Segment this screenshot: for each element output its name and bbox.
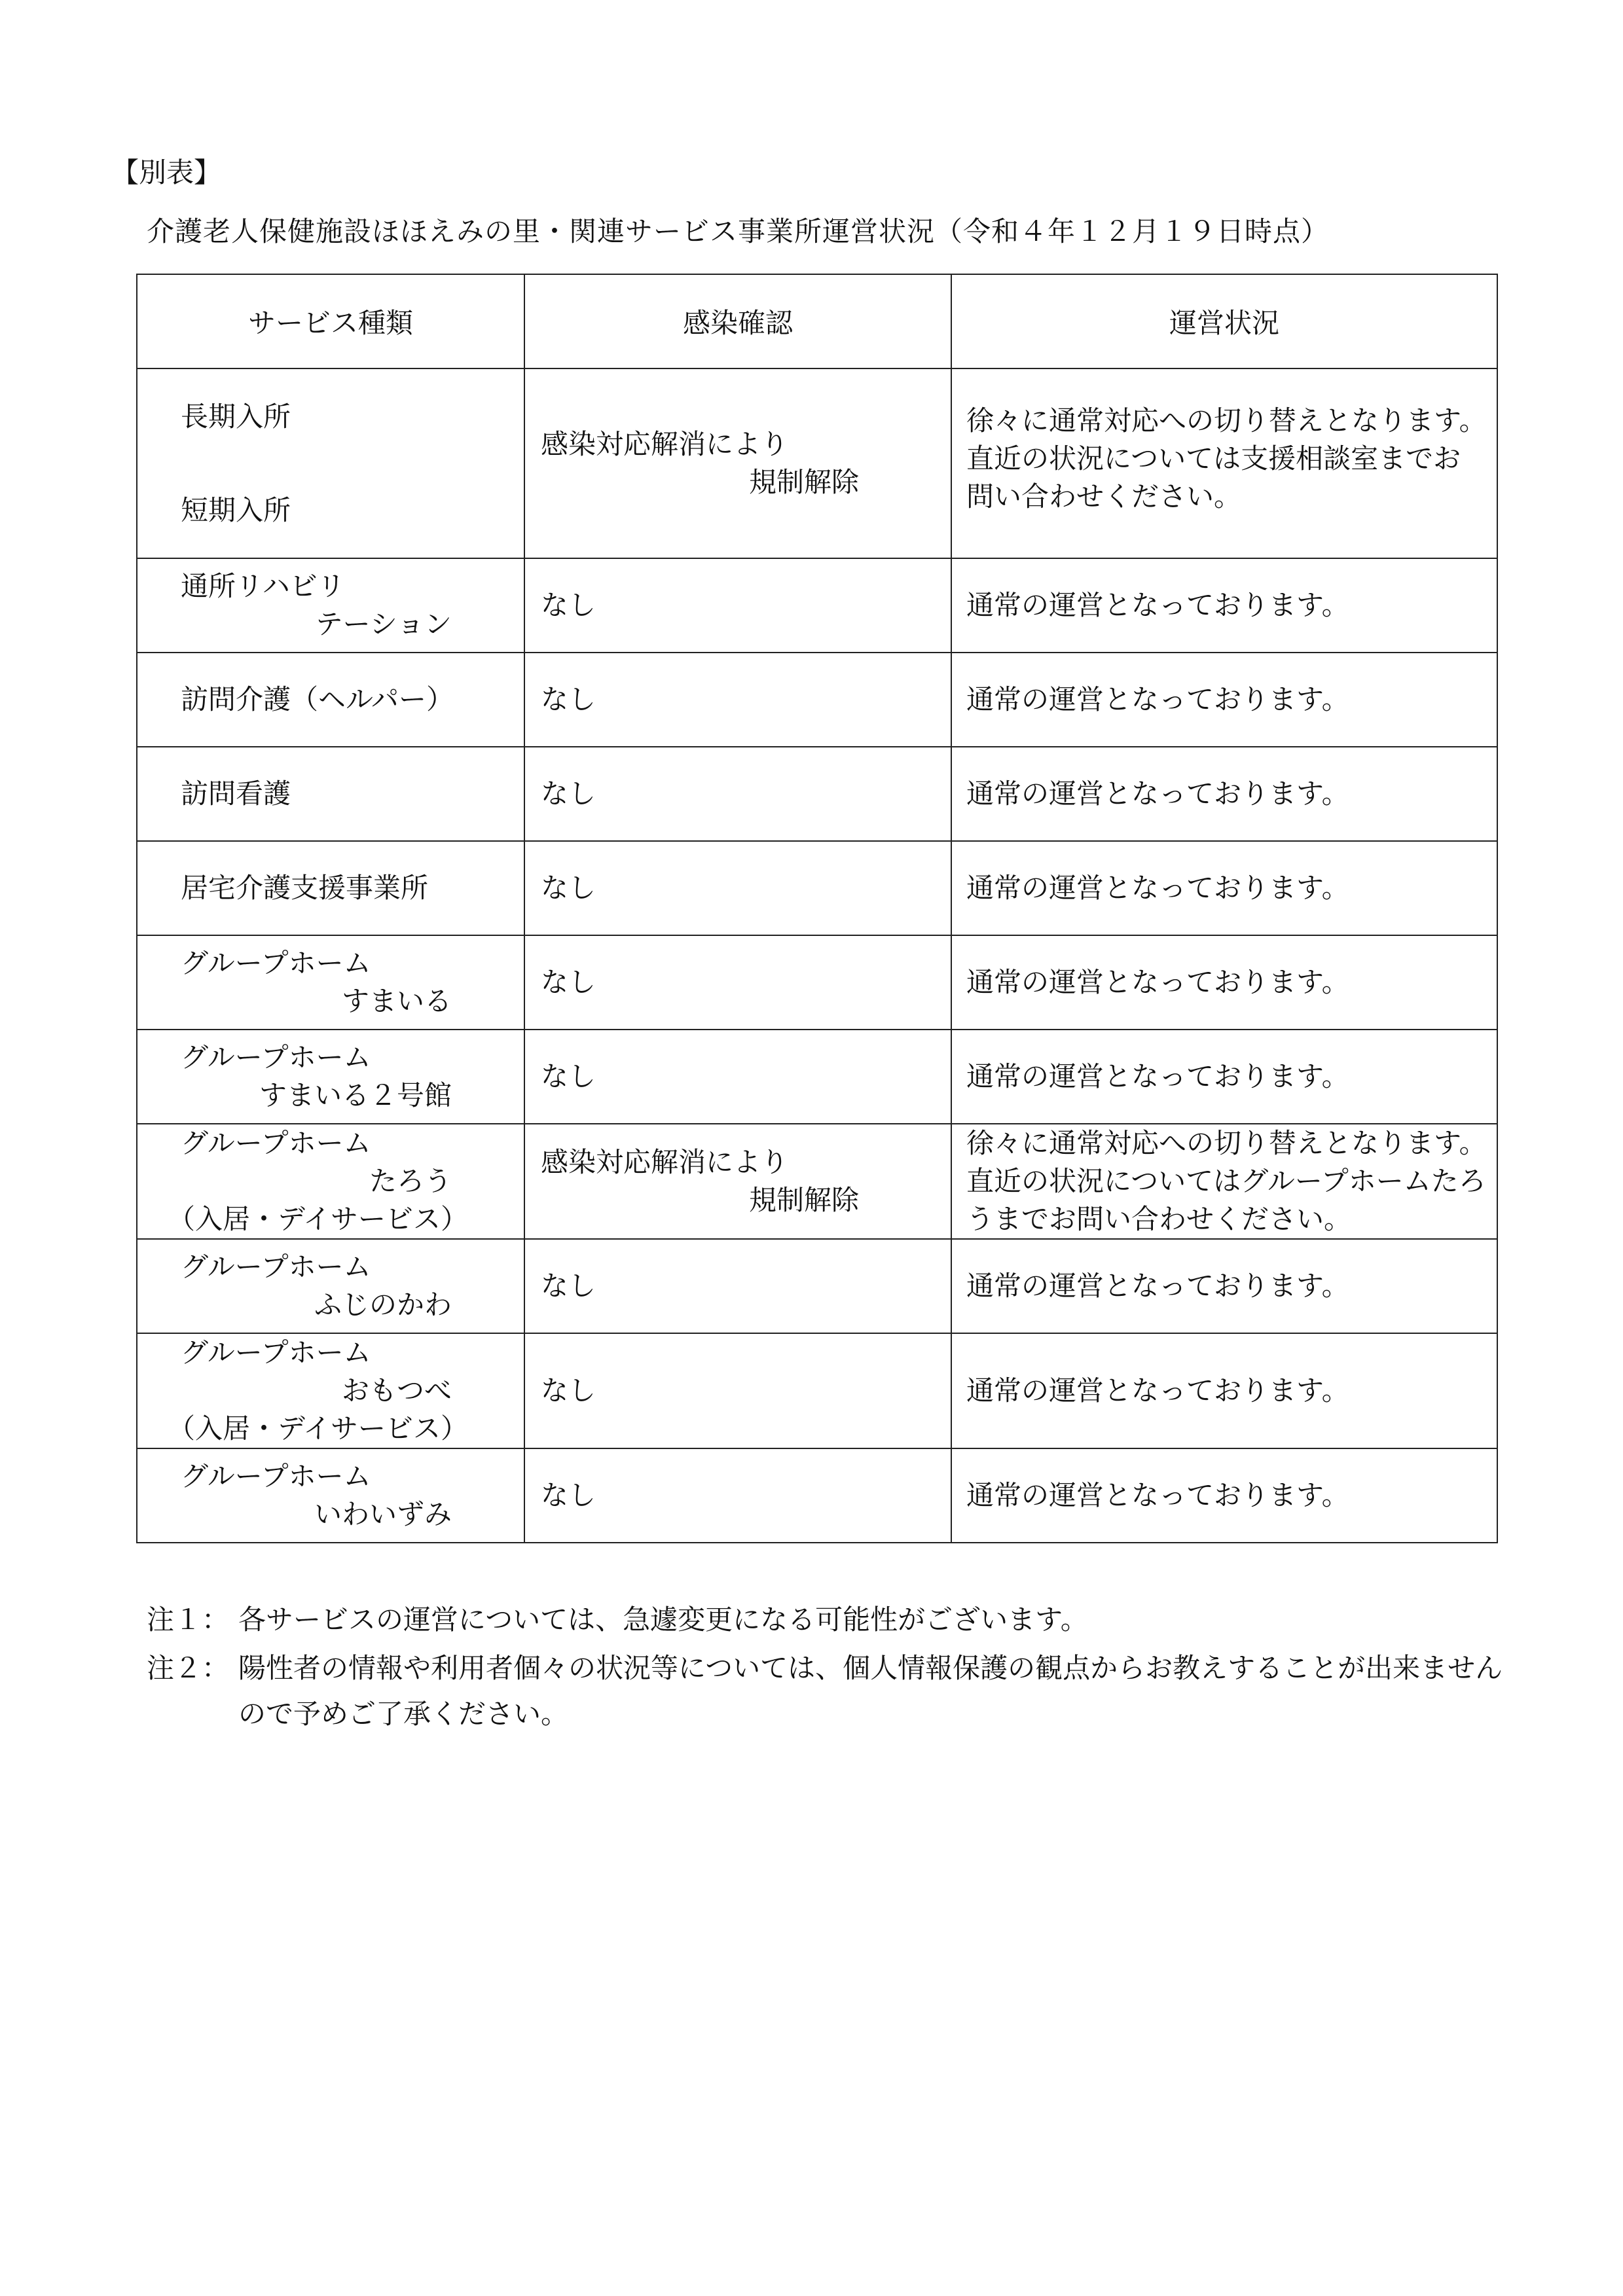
service-name-line-1: 通所リハビリ (181, 570, 345, 602)
service-name-line-1: グループホーム (181, 1251, 371, 1283)
infection-line-1: なし (541, 1479, 596, 1511)
note-1-key: 注１： (147, 1604, 230, 1636)
status-cell: 通常の運営となっております。 (951, 841, 1497, 935)
infection-line-1: なし (541, 872, 596, 904)
header-infection: 感染確認 (524, 274, 951, 368)
table-row (137, 935, 1497, 1030)
infection-line-1: なし (541, 1270, 596, 1302)
service-cell (137, 1333, 524, 1448)
service-cell (137, 747, 524, 841)
table-row (137, 747, 1497, 841)
infection-cell (524, 747, 951, 841)
note-1 (147, 1597, 1522, 1643)
status-cell: 通常の運営となっております。 (951, 747, 1497, 841)
header-service-type: サービス種類 (137, 274, 524, 368)
service-name-line-1: 訪問介護（ヘルパー） (181, 683, 454, 715)
service-long-term: 長期入所 (181, 400, 291, 433)
infection-cell (524, 1333, 951, 1448)
service-name-line-2: すまいる (341, 985, 452, 1017)
service-cell (137, 1239, 524, 1333)
table-header-row (137, 274, 1497, 368)
service-cell (137, 1124, 524, 1239)
note-1-text: 各サービスの運営については、急遽変更になる可能性がございます。 (238, 1604, 1088, 1636)
table-row-merged (137, 368, 1497, 558)
infection-cell (524, 1448, 951, 1543)
infection-line-1: 感染対応解消により (541, 428, 789, 460)
operations-table (136, 274, 1498, 1543)
infection-line-1: なし (541, 778, 596, 810)
infection-cell (524, 1030, 951, 1124)
table-row (137, 1030, 1497, 1124)
infection-line-1: なし (541, 1374, 596, 1407)
infection-line-1: なし (541, 589, 596, 621)
status-cell: 通常の運営となっております。 (951, 1333, 1497, 1448)
table-row (137, 1124, 1497, 1239)
service-name-line-1: 訪問看護 (181, 778, 291, 810)
merged-services-cell (137, 368, 524, 558)
table-row (137, 1448, 1497, 1543)
merged-status-cell: 徐々に通常対応への切り替えとなります。直近の状況については支援相談室までお問い合わせください。 (951, 368, 1497, 558)
service-name-line-1: グループホーム (181, 1127, 371, 1159)
infection-line-1: なし (541, 1060, 596, 1092)
header-status: 運営状況 (951, 274, 1497, 368)
infection-line-2: 規制解除 (748, 466, 859, 498)
merged-infection-cell (524, 368, 951, 558)
note-2-text: 陽性者の情報や利用者個々の状況等については、個人情報保護の観点からお教えすることが出来ませんので予めご了承ください。 (238, 1652, 1503, 1730)
service-name-line-2: いわいずみ (314, 1498, 452, 1530)
table-row (137, 1239, 1497, 1333)
status-cell: 通常の運営となっております。 (951, 1239, 1497, 1333)
table-row (137, 653, 1497, 747)
status-cell: 通常の運営となっております。 (951, 935, 1497, 1030)
service-cell (137, 1448, 524, 1543)
infection-cell (524, 935, 951, 1030)
service-cell (137, 558, 524, 653)
status-cell: 通常の運営となっております。 (951, 1030, 1497, 1124)
service-short-term: 短期入所 (181, 493, 291, 526)
service-name-line-1: 居宅介護支援事業所 (181, 872, 429, 904)
infection-cell (524, 1239, 951, 1333)
status-cell: 徐々に通常対応への切り替えとなります。直近の状況についてはグループホームたろうまでお問い合わせください。 (951, 1124, 1497, 1239)
service-name-line-1: グループホーム (181, 1460, 371, 1492)
infection-line-1: 感染対応解消により (541, 1146, 789, 1178)
service-cell (137, 1030, 524, 1124)
service-name-line-1: グループホーム (181, 1336, 371, 1369)
infection-cell (524, 653, 951, 747)
note-2-key: 注２： (147, 1652, 230, 1684)
doc-label: 【別表】 (111, 156, 222, 188)
service-cell (137, 841, 524, 935)
service-cell (137, 653, 524, 747)
service-name-line-3: （入居・デイサービス） (168, 1412, 469, 1444)
table-row (137, 841, 1497, 935)
notes (147, 1597, 1522, 1740)
note-2 (147, 1645, 1522, 1737)
infection-line-1: なし (541, 683, 596, 715)
infection-cell (524, 1124, 951, 1239)
doc-title: 介護老人保健施設ほほえみの里・関連サービス事業所運営状況（令和４年１２月１９日時点） (147, 215, 1330, 247)
infection-cell (524, 841, 951, 935)
status-cell: 通常の運営となっております。 (951, 558, 1497, 653)
infection-line-2: 規制解除 (748, 1184, 859, 1216)
service-cell (137, 935, 524, 1030)
status-cell: 通常の運営となっております。 (951, 653, 1497, 747)
status-cell: 通常の運営となっております。 (951, 1448, 1497, 1543)
service-name-line-2: ふじのかわ (314, 1289, 452, 1321)
service-name-line-2: テーション (315, 608, 452, 640)
service-name-line-1: グループホーム (181, 947, 371, 979)
infection-cell (524, 558, 951, 653)
service-name-line-2: おもつべ (341, 1374, 452, 1407)
infection-line-1: なし (541, 966, 596, 998)
service-name-line-2: すまいる２号館 (259, 1079, 452, 1111)
service-name-line-3: （入居・デイサービス） (168, 1203, 469, 1235)
table-row (137, 558, 1497, 653)
table-row (137, 1333, 1497, 1448)
service-name-line-2: たろう (369, 1165, 452, 1197)
service-name-line-1: グループホーム (181, 1041, 371, 1073)
